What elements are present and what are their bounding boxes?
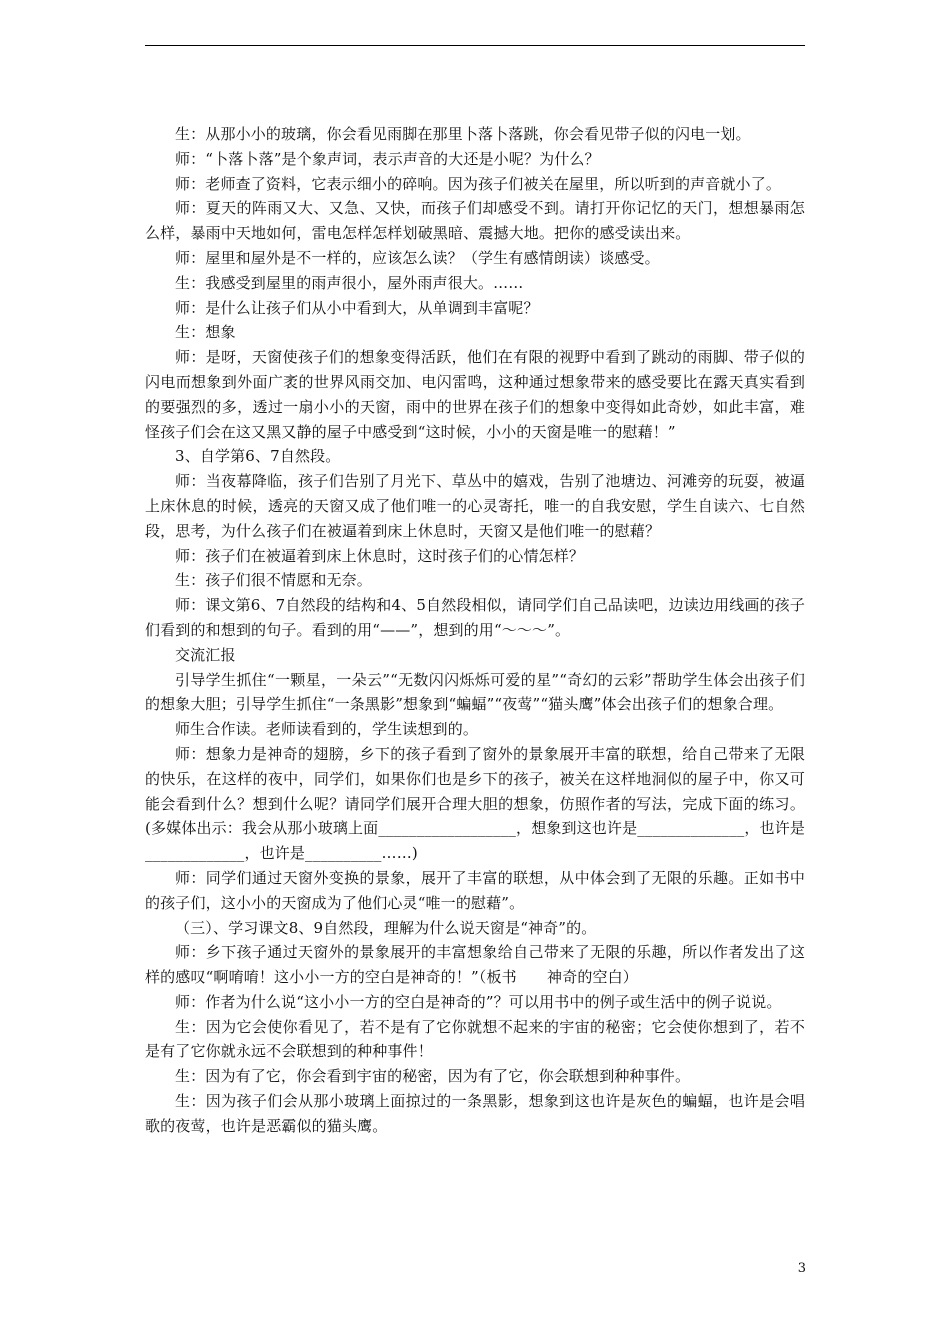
paragraph: 生：因为孩子们会从那小玻璃上面掠过的一条黑影，想象到这也许是灰色的蝙蝠，也许是会唱歌的夜莺，也许是恶霸似的猫头鹰。 xyxy=(145,1092,805,1135)
header-rule xyxy=(145,45,805,46)
paragraph: 生：从那小小的玻璃，你会看见雨脚在那里卜落卜落跳，你会看见带子似的闪电一划。 xyxy=(175,125,751,143)
paragraph: 师：老师查了资料，它表示细小的碎响。因为孩子们被关在屋里，所以听到的声音就小了。 xyxy=(175,174,782,193)
paragraph: 师：是什么让孩子们从小中看到大，从单调到丰富呢？ xyxy=(175,298,539,317)
paragraph: 生：因为它会使你看见了，若不是有了它你就想不起来的宇宙的秘密；它会使你想到了，若不是有了它你就永远不会联想到的种种事件！ xyxy=(145,1017,805,1061)
paragraph: 师：同学们通过天窗外变换的景象，展开了丰富的联想，从中体会到了无限的乐趣。正如书中的孩子们，这小小的天窗成为了他们心灵“唯一的慰藉”。 xyxy=(145,868,805,912)
paragraph: 师：孩子们在被逼着到床上休息时，这时孩子们的心情怎样？ xyxy=(175,546,585,565)
paragraph: 师：夏天的阵雨又大、又急、又快，而孩子们却感受不到。请打开你记忆的天门，想想暴雨怎么样，暴雨中天地如何，雷电怎样怎样划破黑暗、震撼大地。把你的感受读出来。 xyxy=(145,199,805,243)
paragraph: 师：是呀，天窗使孩子们的想象变得活跃，他们在有限的视野中看到了跳动的雨脚、带子似的闪电而想象到外面广袤的世界风雨交加、电闪雷鸣，这种通过想象带来的感受要比在露天真实看到的要强烈的多，透过一扇小小的天窗，雨中的世界在孩子们的想象中变得如此奇妙，如此丰富，难怪孩子们会在这又黑又静的屋子中感受到“这时候，小小的天窗是唯一的慰藉！” xyxy=(145,348,805,441)
section-heading: （三）、学习课文8、9自然段，理解为什么说天窗是“神奇”的。 xyxy=(175,918,597,937)
paragraph: 师：“卜落卜落”是个象声词，表示声音的大还是小呢？为什么？ xyxy=(175,149,600,168)
paragraph: 生：想象 xyxy=(175,323,236,342)
paragraph: 师：想象力是神奇的翅膀，乡下的孩子看到了窗外的景象展开丰富的联想，给自己带来了无限的快乐，在这样的夜中，同学们，如果你们也是乡下的孩子，被关在这样地洞似的屋子中，你又可能会看到什么？想到什么呢？请同学们展开合理大胆的想象，仿照作者的写法，完成下面的练习。(多媒体出示：我会从那小玻璃上面__________________，想象到这也许是______________，也许是_____________，也许是__________……) xyxy=(145,744,805,863)
paragraph: 师生合作读。老师读看到的，学生读想到的。 xyxy=(175,720,479,739)
paragraph: 师：屋里和屋外是不一样的，应该怎么读？（学生有感情朗读）谈感受。 xyxy=(175,248,660,267)
paragraph: 引导学生抓住“一颗星，一朵云”“无数闪闪烁烁可爱的星”“奇幻的云彩”帮助学生体会出孩子们的想象大胆；引导学生抓住“一条黑影”想象到“蝙蝠”“夜莺”“猫头鹰”体会出孩子们的想象合理。 xyxy=(145,670,805,714)
page-number: 3 xyxy=(797,1261,806,1276)
section-heading: 3、自学第6、7自然段。 xyxy=(175,447,341,466)
paragraph: 师：乡下孩子通过天窗外的景象展开的丰富想象给自己带来了无限的乐趣，所以作者发出了这样的感叹“啊唷唷！这小小一方的空白是神奇的！”（板书 神奇的空白） xyxy=(145,943,805,987)
paragraph: 生：孩子们很不情愿和无奈。 xyxy=(175,571,372,590)
paragraph: 师：课文第6、7自然段的结构和4、5自然段相似，请同学们自己品读吧，边读边用线画的孩子们看到的和想到的句子。看到的用“——”，想到的用“～～～”。 xyxy=(145,596,805,639)
paragraph: 师：作者为什么说“这小小一方的空白是神奇的”？可以用书中的例子或生活中的例子说说。 xyxy=(175,992,782,1011)
document-body xyxy=(145,122,805,1139)
paragraph: 交流汇报 xyxy=(175,645,236,664)
paragraph: 生：我感受到屋里的雨声很小，屋外雨声很大。…… xyxy=(175,273,524,292)
paragraph: 生：因为有了它，你会看到宇宙的秘密，因为有了它，你会联想到种种事件。 xyxy=(175,1067,691,1086)
paragraph: 师：当夜幕降临，孩子们告别了月光下、草丛中的嬉戏，告别了池塘边、河滩旁的玩耍，被逼上床休息的时候，透亮的天窗又成了他们唯一的心灵寄托，唯一的自我安慰，学生自读六、七自然段，思考，为什么孩子们在被逼着到床上休息时，天窗又是他们唯一的慰藉？ xyxy=(145,472,805,540)
